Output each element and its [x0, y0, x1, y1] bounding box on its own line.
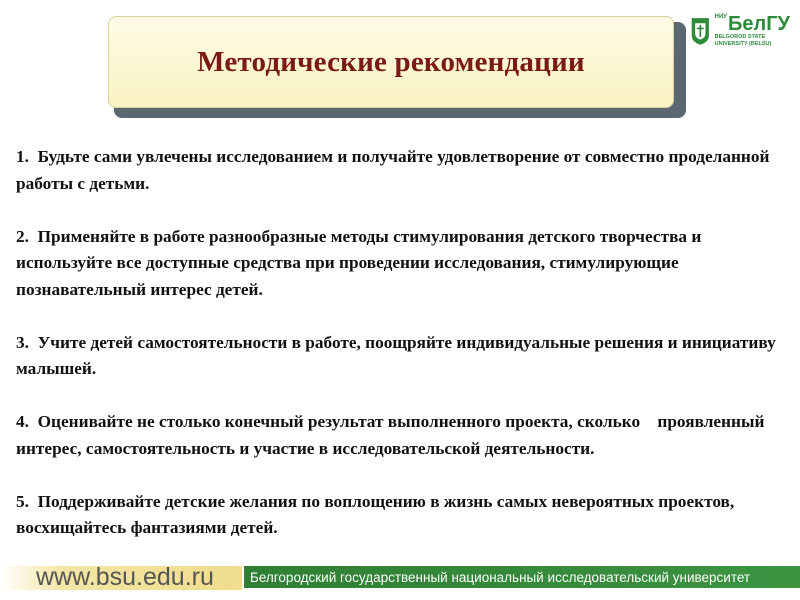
- shield-logo-icon: [690, 14, 711, 48]
- recommendation-item-4: 4. Оценивайте не столько конечный результат выполненного проекта, сколько проявленный интерес, самостоятельность и участие в исследовательской деятельности.: [16, 412, 769, 458]
- logo-niu: НИУ: [714, 14, 728, 20]
- logo-bel: Бел: [728, 13, 767, 35]
- title-banner: [108, 16, 674, 108]
- recommendation-item-2: 2. Применяйте в работе разнообразные методы стимулирования детского творчества и используйте все доступные средства при проведении исследования, стимулирующие познавательный интерес детей.: [16, 226, 706, 299]
- logo-subtitle-line1: BELGOROD STATE: [714, 34, 766, 40]
- logo-wordmark: [715, 12, 790, 48]
- university-logo: [690, 12, 790, 58]
- logo-gu: ГУ: [766, 13, 790, 35]
- recommendation-item-5: 5. Поддерживайте детские желания по воплощению в жизнь самых невероятных проектов, восхищайтесь фантазиями детей.: [16, 491, 739, 537]
- footer-university-bar: [244, 566, 800, 588]
- footer-university-name: Белгородский государственный национальный исследовательский университет: [250, 569, 751, 585]
- logo-subtitle-line2: UNIVERSITY (BELSU): [714, 41, 772, 47]
- recommendations-list: [16, 144, 786, 542]
- footer-url[interactable]: www.bsu.edu.ru: [36, 563, 214, 591]
- recommendation-item-1: 1. Будьте сами увлечены исследованием и получайте удовлетворение от совместно проделанной работы с детьми.: [16, 147, 774, 193]
- footer: [0, 562, 800, 600]
- recommendation-item-3: 3. Учите детей самостоятельности в работе, поощряйте индивидуальные решения и инициативу малышей.: [16, 332, 781, 378]
- page-title: Методические рекомендации: [197, 45, 585, 78]
